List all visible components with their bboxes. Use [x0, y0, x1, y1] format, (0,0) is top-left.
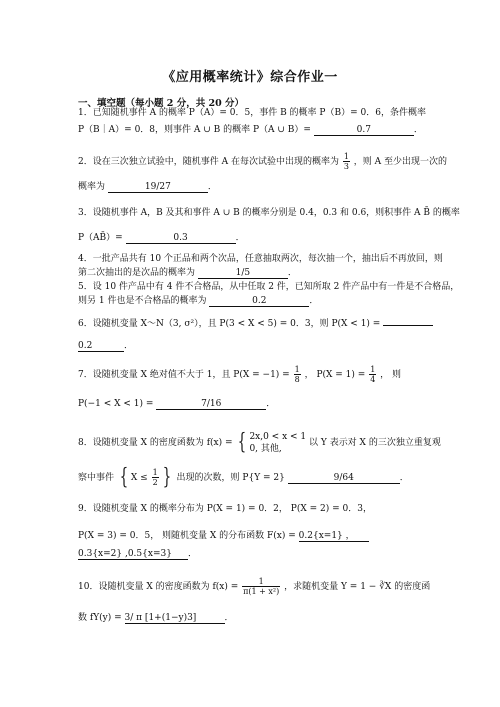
q8-text-c: 察中事件 — [78, 473, 115, 483]
q8-ev-den: 2 — [152, 478, 158, 487]
q2-fraction — [343, 152, 350, 171]
q8-case1: 2x,0 < x < 1 — [249, 431, 307, 442]
q6-line1-text: 6．设随机变量 X～N（3, σ²），且 P(3 < X < 5) = 0．3，则 P(X < 1) = — [78, 319, 381, 329]
q6-blank-end — [383, 325, 433, 326]
q2-frac-den: 3 — [343, 162, 349, 171]
q2-line2: 概率为 19/27 ． — [78, 182, 217, 192]
q8-event-brace-left-icon: { — [119, 464, 129, 490]
q10-text-b: ，求随机变量 Y = 1 − ∛X 的密度函 — [284, 582, 431, 592]
q2-text-b: ，则 A 至少出现一次的 — [353, 157, 448, 167]
q1-line2: P（B｜A）= 0．8，则事件 A ∪ B 的概率 P（A ∪ B）= 0.7 ． — [78, 125, 423, 135]
q2-answer-blank: 19/27 — [108, 182, 208, 193]
q8-line1 — [78, 428, 441, 458]
q7-text-b: ， P(X = 1) = — [304, 370, 366, 380]
q7-fraction-2 — [369, 365, 376, 384]
q8-line2: 察中事件 { X ≤ $\frac{1}{2}$ } 出现的次数，则 P{Y = 2} 9/64 ． — [78, 464, 409, 490]
q8-piecewise — [249, 431, 306, 455]
q6-answer-blank: 0.2 — [78, 341, 124, 352]
q8-answer-blank: 9/64 — [288, 473, 400, 484]
q6-line2: 0.2 ． — [78, 341, 134, 351]
section-heading: 一、填空题（每小题 2 分，共 20 分） — [78, 98, 245, 109]
q9-answer-blank-a: 0.2{x=1} ， — [299, 531, 369, 542]
q4-line2: 第二次抽出的是次品的概率为 1/5 ． — [78, 268, 297, 278]
q1-answer-blank: 0.7 — [314, 125, 414, 136]
q5-line2: 则另 1 件也是不合格品的概率为 0.2 ． — [78, 296, 319, 306]
q4-answer-blank: 1/5 — [198, 268, 288, 279]
q10-answer-blank: 3/ π [1+(1−y)3] — [125, 613, 225, 624]
q2-line1 — [78, 152, 448, 171]
q10-line2-text: 数 fY(y) = — [78, 613, 122, 623]
q8-ev-num: 1 — [152, 468, 158, 477]
q5-line2-text: 则另 1 件也是不合格品的概率为 — [78, 296, 207, 306]
q7-frac1-den: 8 — [294, 375, 300, 384]
q7-line1 — [78, 365, 438, 384]
q7-fraction-1 — [294, 365, 301, 384]
q7-answer-blank: 7/16 — [156, 399, 266, 410]
q10-frac-num: 1 — [242, 577, 280, 587]
q10-frac-den: π(1 + x²) — [243, 587, 280, 596]
q8-event-brace-right-icon: } — [162, 464, 171, 490]
q5-line1: 5．设 10 件产品中有 4 件不合格品，从中任取 2 件，已知所取 2 件产品中有一件是不合格品， — [78, 282, 460, 292]
q10-fraction — [242, 577, 280, 596]
q9-line2-text: P(X = 3) = 0．5， 则随机变量 X 的分布函数 F(x) = — [78, 531, 296, 541]
q4-line1: 4．一批产品共有 10 个正品和两个次品，任意抽取两次，每次抽一个，抽出后不再放回，则 — [78, 254, 443, 264]
q6-line1 — [78, 318, 438, 330]
q8-text-b: 以 Y 表示对 X 的三次独立重复观 — [309, 438, 441, 448]
q1-line1: 1．已知随机事件 A 的概率 P（A）= 0．5，事件 B 的概率 P（B）= 0．6，条件概率 — [78, 108, 426, 118]
q9-line3: 0.3{x=2} ,0.5{x=3} ． — [78, 549, 198, 559]
q10-text-a: 10．设随机变量 X 的密度函数为 f(x) = — [78, 582, 239, 592]
q7-text-c: ， 则 — [380, 370, 402, 380]
q5-answer-blank: 0.2 — [209, 296, 309, 307]
q8-event-pre: X ≤ — [130, 473, 148, 483]
q8-case2: 0, 其他, — [249, 443, 282, 454]
page-title: 《应用概率统计》综合作业一 — [162, 70, 338, 85]
q7-text-a: 7．设随机变量 X 绝对值不大于 1，且 P(X = −1) = — [78, 370, 290, 380]
q7-line2-text: P(−1 < X < 1) = — [78, 399, 154, 409]
q8-event-fraction — [152, 468, 159, 487]
q10-line1 — [78, 575, 438, 599]
q7-line2: P(−1 < X < 1) = 7/16 ． — [78, 399, 276, 409]
q9-line1: 9．设随机变量 X 的概率分布为 P(X = 1) = 0．2， P(X = 2) = 0．3， — [78, 504, 372, 514]
q3-line2-text: P（AB̄）= — [78, 233, 123, 243]
q4-line2-text: 第二次抽出的是次品的概率为 — [78, 268, 196, 278]
q1-line2-text: P（B｜A）= 0．8，则事件 A ∪ B 的概率 P（A ∪ B）= — [78, 125, 311, 135]
q2-frac-num: 1 — [343, 152, 349, 161]
q7-frac2-num: 1 — [370, 365, 376, 374]
q9-answer-blank-b: 0.3{x=2} ,0.5{x=3} — [78, 549, 188, 560]
q3-line2: P（AB̄）= 0.3 ． — [78, 233, 245, 243]
q3-line1: 3．设随机事件 A，B 及其和事件 A ∪ B 的概率分别是 0.4，0.3 和 0.6，则积事件 A B̄ 的概率 — [78, 208, 460, 218]
q3-answer-blank: 0.3 — [126, 233, 236, 244]
q10-line2: 数 fY(y) = 3/ π [1+(1−y)3] ． — [78, 613, 234, 623]
q8-brace-icon: { — [238, 429, 247, 455]
q2-text-a: 2．设在三次独立试验中，随机事件 A 在每次试验中出现的概率为 — [78, 157, 339, 167]
q7-frac1-num: 1 — [294, 365, 300, 374]
q8-text-a: 8．设随机变量 X 的密度函数为 f(x) = — [78, 438, 233, 448]
q2-line2-text: 概率为 — [78, 182, 106, 192]
q7-frac2-den: 4 — [370, 375, 376, 384]
q8-text-d: 出现的次数，则 P{Y = 2} — [176, 473, 285, 483]
q9-line2 — [78, 530, 438, 542]
